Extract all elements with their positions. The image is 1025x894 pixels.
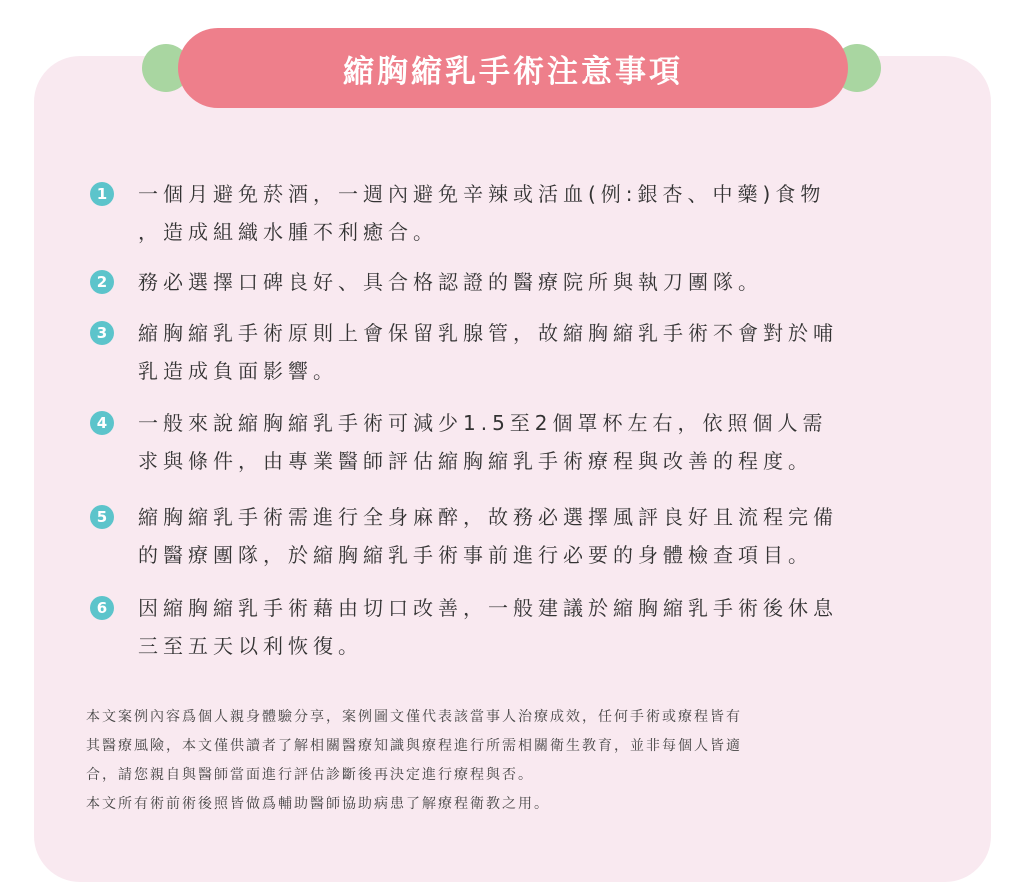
- number-badge: 4: [90, 411, 114, 435]
- list-item-text: [138, 314, 960, 390]
- list-item-text: [138, 175, 960, 251]
- list-item-text: [138, 589, 960, 665]
- list-item-line: 務必選擇口碑良好、具合格認證的醫療院所與執刀團隊。: [138, 270, 763, 294]
- list-item-line: 縮胸縮乳手術需進行全身麻醉，故務必選擇風評良好且流程完備: [138, 505, 838, 529]
- number-badge: 5: [90, 505, 114, 529]
- number-badge: 1: [90, 182, 114, 206]
- disclaimer: [86, 703, 966, 819]
- list-item-line: 求與條件，由專業醫師評估縮胸縮乳手術療程與改善的程度。: [138, 449, 813, 473]
- number-badge: 3: [90, 321, 114, 345]
- disclaimer-line: 合，請您親自與醫師當面進行評估診斷後再決定進行療程與否。: [86, 767, 534, 783]
- list-item-line: 一般來說縮胸縮乳手術可減少1.5至2個罩杯左右，依照個人需: [138, 411, 828, 435]
- page-title: 縮胸縮乳手術注意事項: [343, 53, 683, 90]
- list-item-line: ，造成組織水腫不利癒合。: [138, 220, 438, 244]
- disclaimer-line: 本文所有術前術後照皆做爲輔助醫師協助病患了解療程衛教之用。: [86, 796, 550, 812]
- list-item-line: 縮胸縮乳手術原則上會保留乳腺管，故縮胸縮乳手術不會對於哺: [138, 321, 838, 345]
- disclaimer-line: 其醫療風險，本文僅供讀者了解相關醫療知識與療程進行所需相關衛生教育，並非每個人皆適: [86, 738, 742, 754]
- list-item-text: [138, 404, 960, 480]
- list-item-line: 三至五天以利恢復。: [138, 634, 363, 658]
- title-banner: [178, 28, 848, 108]
- list-item-text: [138, 498, 960, 574]
- list-item-line: 的醫療團隊，於縮胸縮乳手術事前進行必要的身體檢查項目。: [138, 543, 813, 567]
- list-item-line: 乳造成負面影響。: [138, 359, 338, 383]
- list-item-line: 因縮胸縮乳手術藉由切口改善，一般建議於縮胸縮乳手術後休息: [138, 596, 838, 620]
- disclaimer-line: 本文案例內容爲個人親身體驗分享，案例圖文僅代表該當事人治療成效，任何手術或療程皆有: [86, 709, 742, 725]
- list-item-line: 一個月避免菸酒，一週內避免辛辣或活血(例:銀杏、中藥)食物: [138, 182, 826, 206]
- number-badge: 2: [90, 270, 114, 294]
- list-item-text: [138, 263, 960, 301]
- number-badge: 6: [90, 596, 114, 620]
